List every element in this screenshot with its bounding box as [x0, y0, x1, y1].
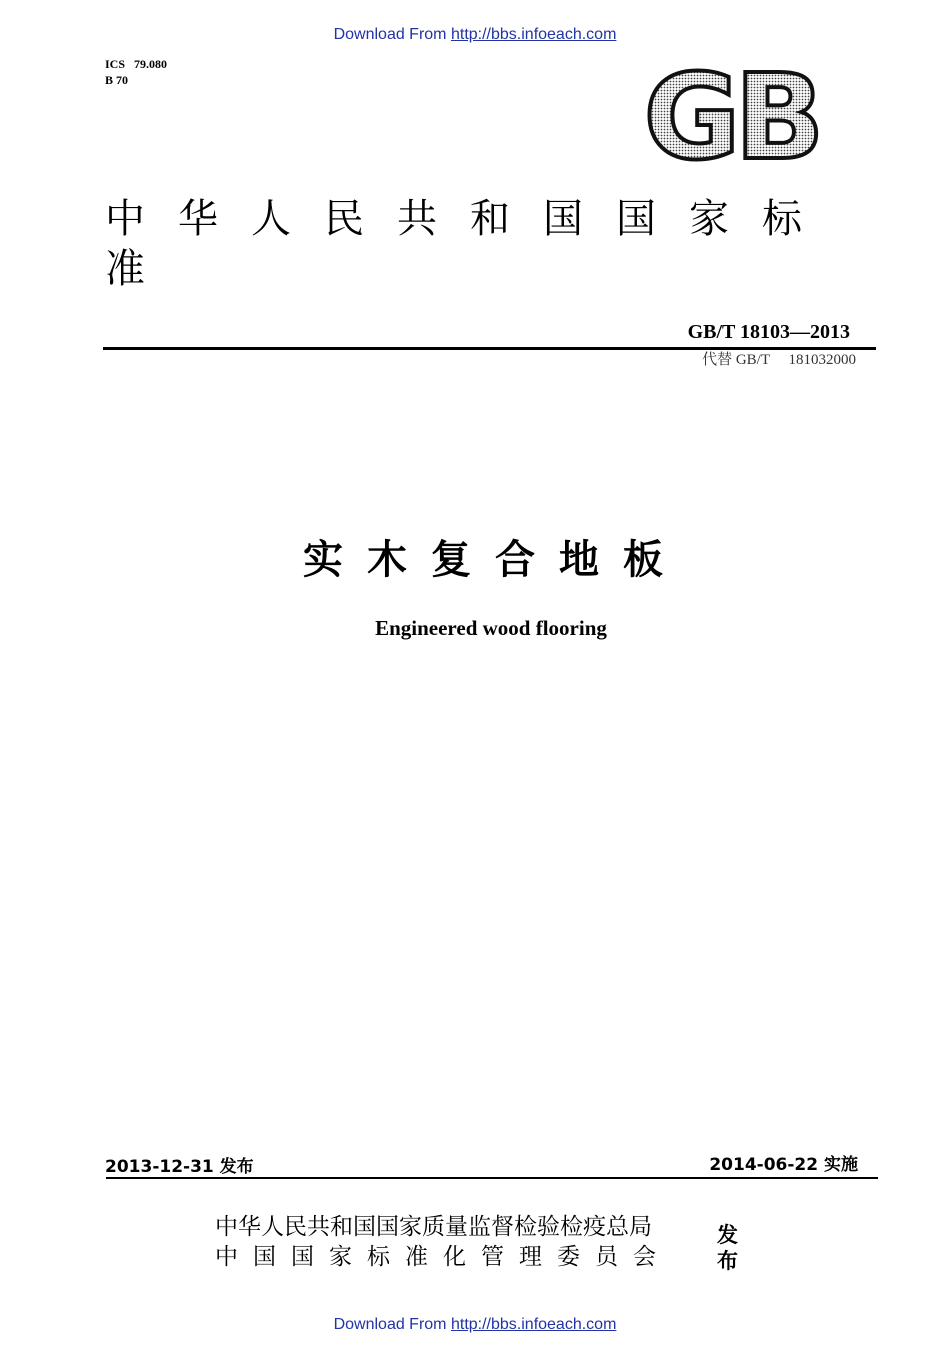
replaces-label: 代替 GB/T — [702, 352, 770, 368]
ics-code: 79.080 — [134, 57, 168, 71]
download-prefix: Download From — [333, 1316, 447, 1333]
gb-logo — [636, 62, 826, 166]
ics-label: ICS — [105, 57, 126, 71]
effective-date: 2014-06-22 实施 — [709, 1155, 858, 1175]
issuer-line-1: 中华人民共和国国家质量监督检验检疫总局 — [215, 1214, 652, 1240]
issue-date: 2013-12-31 发布 — [105, 1157, 254, 1177]
national-standard-title: 中华人民共和国国家标准 — [105, 196, 835, 292]
download-link[interactable]: http://bbs.infoeach.com — [450, 26, 617, 43]
standard-number: GB/T 18103—2013 — [687, 321, 850, 343]
download-link[interactable]: http://bbs.infoeach.com — [450, 1316, 617, 1333]
gb-logo-text: GB — [643, 62, 819, 166]
classification-codes — [105, 56, 167, 88]
issuing-authorities — [215, 1212, 695, 1272]
download-banner-bottom — [0, 1316, 950, 1334]
publish-label: 发布 — [717, 1223, 738, 1273]
download-banner-top — [0, 26, 950, 44]
replaces-number: 181032000 — [788, 352, 856, 368]
document-title-cn: 实木复合地板 — [303, 537, 687, 583]
replaces-note — [600, 348, 856, 369]
issuer-line-2: 中国国家标准化管理委员会 — [215, 1244, 671, 1270]
ccs-code: B 70 — [105, 73, 129, 87]
document-title-en: Engineered wood flooring — [375, 616, 607, 640]
footer-divider — [106, 1177, 878, 1179]
download-prefix: Download From — [333, 26, 447, 43]
